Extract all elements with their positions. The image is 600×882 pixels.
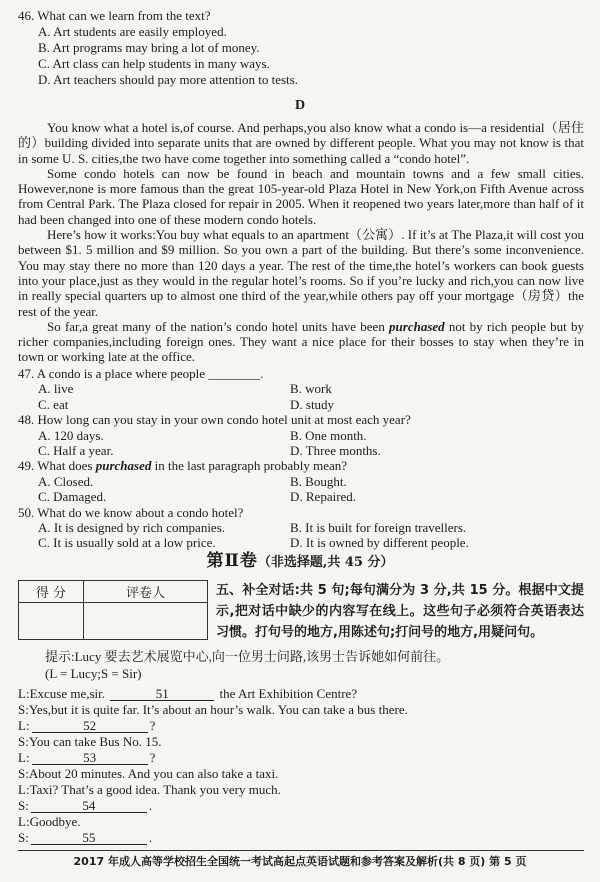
speaker: L: [18,686,30,701]
option-b: B. It is built for foreign travellers. [290,520,467,536]
answer-blank-52: 52 [32,719,148,733]
option-row [18,428,584,443]
paragraph-2: Some condo hotels can now be found in beach and mountain towns and a few small cities. However,none is more famous than the great 105-year-old Plaza Hotel in New York,on Fifth Avenue across from Central Park. The Plaza closed for repair in 2005. When it reopened two years later,more than half of it had been changed into one of these modern condo hotels. [18,165,584,227]
option-d: D. study [290,396,335,412]
option-b: B. work [290,381,332,397]
dialog-line-7 [18,782,584,798]
option-a: A. 120 days. [38,427,104,443]
question-stem: 46. What can we learn from the text? [18,8,211,23]
dialog-text: Excuse me,sir. [29,686,109,701]
option-c: C. Art class can help students in many ways. [38,56,270,71]
dialog-text: . [148,830,153,845]
dialog-line-3 [18,718,584,734]
dialog-line-4 [18,734,584,750]
dialog-line-9 [18,814,584,830]
paragraph-4 [18,319,584,365]
score-table-header [19,581,208,603]
grader-cell [84,603,208,640]
questions-47-50 [18,366,584,551]
grader-label: 评卷人 [84,581,208,603]
dialog-line-2 [18,702,584,718]
paragraph-1: You know what a hotel is,of course. And perhaps,you also know what a condo is—a residential（居住的）building divided into separate units that are owned by different people. What you may not know is that in some U. S. cities,the two have come together into something called a “condo hotel”. [18,120,584,166]
question-stem: 48. How long can you stay in your own condo hotel unit at most each year? [18,412,411,428]
paragraph-text: not by rich people but by richer companies,including foreign ones. They want a nice place for their bosses to stay when they’re in town or working late at the office. [18,318,584,365]
option-row [18,381,584,396]
option-a: A. Closed. [38,473,94,489]
dialog-line-1 [18,686,584,702]
option-b: B. Art programs may bring a lot of money. [38,40,260,55]
option-row [18,474,584,489]
option-c: C. It is usually sold at a low price. [38,535,216,551]
speaker: S: [18,734,29,749]
option-d: D. It is owned by different people. [290,535,469,551]
question-49 [18,458,584,504]
dialog-line-8 [18,798,584,814]
option-c: C. Damaged. [38,489,107,505]
score-label: 得 分 [19,581,84,603]
dialog-text: You can take Bus No. 15. [28,734,162,749]
option-d: D. Repaired. [290,489,357,505]
dialog-text: ? [149,718,156,733]
answer-blank-51: 51 [110,687,214,701]
option-a: A. It is designed by rich companies. [38,520,226,536]
footer-divider [18,850,584,851]
paragraph-3: Here’s how it works:You buy what equals to an apartment（公寓）. If it’s at The Plaza,it will cost you between $1. 5 million and $9 million. So you own a part of the building. But there’s some inconvenience. You may stay there no more than 120 days a year. The rest of the time,the hotel’s workers can book guests into your place,just as they would in the regular hotel’s rooms. So if you’re lucky and rich,you can now live in really special quarters up to almost one third of the year,while others pay off your mortgage（房贷）the rest of the year. [18,227,584,319]
speaker-legend: (L = Lucy;S = Sir) [45,666,142,681]
answer-blank-53: 53 [32,751,148,765]
speaker: S: [18,830,29,845]
dialog-text: . [148,798,153,813]
speaker: S: [18,798,29,813]
dialog-hint [45,648,584,682]
option-row [18,489,584,504]
score-cell [19,603,84,640]
option-b: B. Bought. [290,473,347,489]
hint-text: 提示:Lucy 要去艺术展览中心,向一位男士问路,该男士告诉她如何前往。 [45,649,450,664]
question-stem: 50. What do we know about a condo hotel? [18,504,244,520]
dialog-line-5 [18,750,584,766]
question-46 [18,8,584,88]
option-a: A. Art students are easily employed. [38,24,227,39]
speaker: L: [18,814,30,829]
option-c: C. eat [38,396,69,412]
dialog-text: About 20 minutes. And you can also take a taxi. [28,766,279,781]
dialog-text: ? [149,750,156,765]
speaker: L: [18,750,30,765]
option-d: D. Art teachers should pay more attention to tests. [38,72,298,87]
dialog-text: Yes,but it is quite far. It’s about an hour’s walk. You can take a bus there. [28,702,408,717]
part-2-title: 第Ⅱ卷 [206,551,258,571]
option-a: A. live [38,381,74,397]
speaker: S: [18,702,29,717]
score-table [18,580,208,640]
option-d: D. Three months. [290,443,381,459]
dialog-text: the Art Exhibition Centre? [216,686,358,701]
option-c: C. Half a year. [38,443,114,459]
stem-text: 49. What does [18,458,96,474]
emphasized-word: purchased [95,458,152,474]
emphasized-word: purchased [389,318,445,334]
paragraph-text: So far,a great many of the nation’s condo hotel units have been [47,318,390,334]
speaker: L: [18,782,30,797]
answer-blank-54: 54 [31,799,147,813]
passage-heading: D [294,98,306,113]
dialog-text: Goodbye. [29,814,81,829]
option-row [18,443,584,458]
question-stem: 47. A condo is a place where people ________. [18,366,264,381]
question-50 [18,505,584,551]
score-table-body [19,603,208,640]
option-row [18,520,584,535]
dialog-line-6 [18,766,584,782]
page-footer: 2017 年成人高等学校招生全国统一考试高起点英语试题和参考答案及解析(共 8 页) 第 5 页 [73,855,527,868]
dialog [18,686,584,846]
question-stem [18,458,584,473]
section-5-instructions: 五、补全对话:共 5 句;每句满分为 3 分,共 15 分。根据中文提示,把对话中缺少的内容写在线上。这些句子必须符合英语表达习惯。打句号的地方,用陈述句;打问号的地方,用疑问句。 [216,583,584,640]
part-2-heading [0,551,600,573]
part-2-subtitle: （非选择题,共 45 分） [257,555,394,570]
dialog-text: Taxi? That’s a good idea. Thank you very much. [29,782,281,797]
speaker: L: [18,718,30,733]
option-b: B. One month. [290,427,367,443]
speaker: S: [18,766,29,781]
option-row [18,535,584,550]
question-47 [18,366,584,412]
option-row [18,397,584,412]
stem-text: in the last paragraph probably mean? [151,458,348,474]
dialog-line-10 [18,830,584,846]
answer-blank-55: 55 [31,831,147,845]
question-48 [18,412,584,458]
reading-passage [18,120,584,365]
